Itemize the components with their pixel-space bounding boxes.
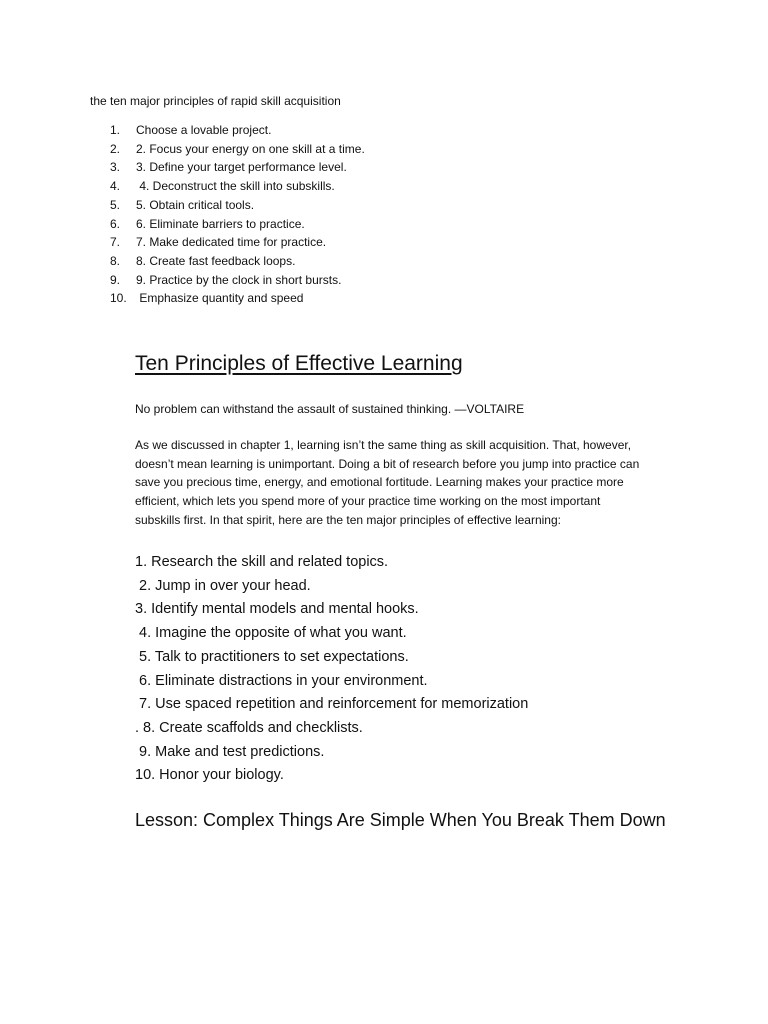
list-item: 4. Imagine the opposite of what you want. — [135, 625, 407, 642]
list-item: . 8. Create scaffolds and checklists. — [135, 719, 363, 736]
list-item — [110, 271, 365, 290]
list-item: 7. Use spaced repetition and reinforcement for memorization — [135, 696, 529, 713]
list-item-text: 5. Obtain critical tools. — [136, 197, 255, 212]
lesson-heading: Lesson: Complex Things Are Simple When You Break Them Down — [135, 810, 666, 830]
intro-title: the ten major principles of rapid skill acquisition — [90, 94, 341, 108]
list-item-number: 1. — [110, 123, 121, 137]
paragraph-line: doesn’t mean learning is unimportant. Doing a bit of research before you jump into practice can — [135, 456, 640, 471]
list-item-text: 6. Eliminate barriers to practice. — [136, 216, 305, 231]
list-item: 6. Eliminate distractions in your environment. — [135, 672, 428, 689]
list-item-number: 2. — [110, 141, 121, 156]
list-item: 1. Research the skill and related topics. — [135, 554, 389, 570]
acquisition-list — [110, 121, 365, 308]
epigraph-quote: No problem can withstand the assault of sustained thinking. —VOLTAIRE — [135, 402, 525, 416]
list-item — [110, 140, 365, 159]
paragraph-line: subskills first. In that spirit, here are the ten major principles of effective learning: — [135, 512, 561, 527]
list-item-number: 5. — [110, 197, 121, 212]
list-item-number: 8. — [110, 253, 121, 268]
list-item-number: 7. — [110, 235, 121, 250]
list-item-text: Choose a lovable project. — [136, 123, 272, 137]
learning-principles-list — [135, 551, 528, 788]
list-item: 3. Identify mental models and mental hooks. — [135, 601, 419, 618]
list-item-number: 3. — [110, 160, 121, 175]
section-heading: Ten Principles of Effective Learning — [135, 352, 463, 375]
paragraph-line: save you precious time, energy, and emotional fortitude. Learning makes your practice more — [135, 475, 624, 490]
paragraph-line: As we discussed in chapter 1, learning isn’t the same thing as skill acquisition. That, however, — [135, 438, 632, 452]
list-item — [110, 252, 365, 271]
list-item: 2. Jump in over your head. — [135, 577, 311, 594]
list-item-text: Emphasize quantity and speed — [136, 291, 304, 306]
list-item — [110, 196, 365, 215]
list-item — [110, 233, 365, 252]
list-item — [110, 215, 365, 234]
list-item-text: 3. Define your target performance level. — [136, 160, 347, 175]
list-item-number: 10. — [110, 291, 127, 306]
list-item-number: 9. — [110, 272, 121, 287]
list-item-text: 9. Practice by the clock in short bursts. — [136, 272, 342, 287]
list-item-number: 4. — [110, 179, 121, 194]
list-item-text: 7. Make dedicated time for practice. — [136, 235, 327, 250]
list-item: 9. Make and test predictions. — [135, 743, 325, 760]
list-item: 10. Honor your biology. — [135, 767, 284, 784]
list-item — [110, 121, 365, 140]
paragraph-line: efficient, which lets you spend more of your practice time working on the most important — [135, 494, 601, 509]
list-item — [110, 177, 365, 196]
list-item — [110, 289, 365, 308]
list-item — [110, 158, 365, 177]
list-item: 5. Talk to practitioners to set expectations. — [135, 648, 409, 665]
list-item-number: 6. — [110, 216, 121, 231]
list-item-text: 8. Create fast feedback loops. — [136, 253, 296, 268]
body-paragraph — [135, 436, 675, 530]
list-item-text: 2. Focus your energy on one skill at a time. — [136, 141, 365, 156]
list-item-text: 4. Deconstruct the skill into subskills. — [136, 179, 335, 194]
